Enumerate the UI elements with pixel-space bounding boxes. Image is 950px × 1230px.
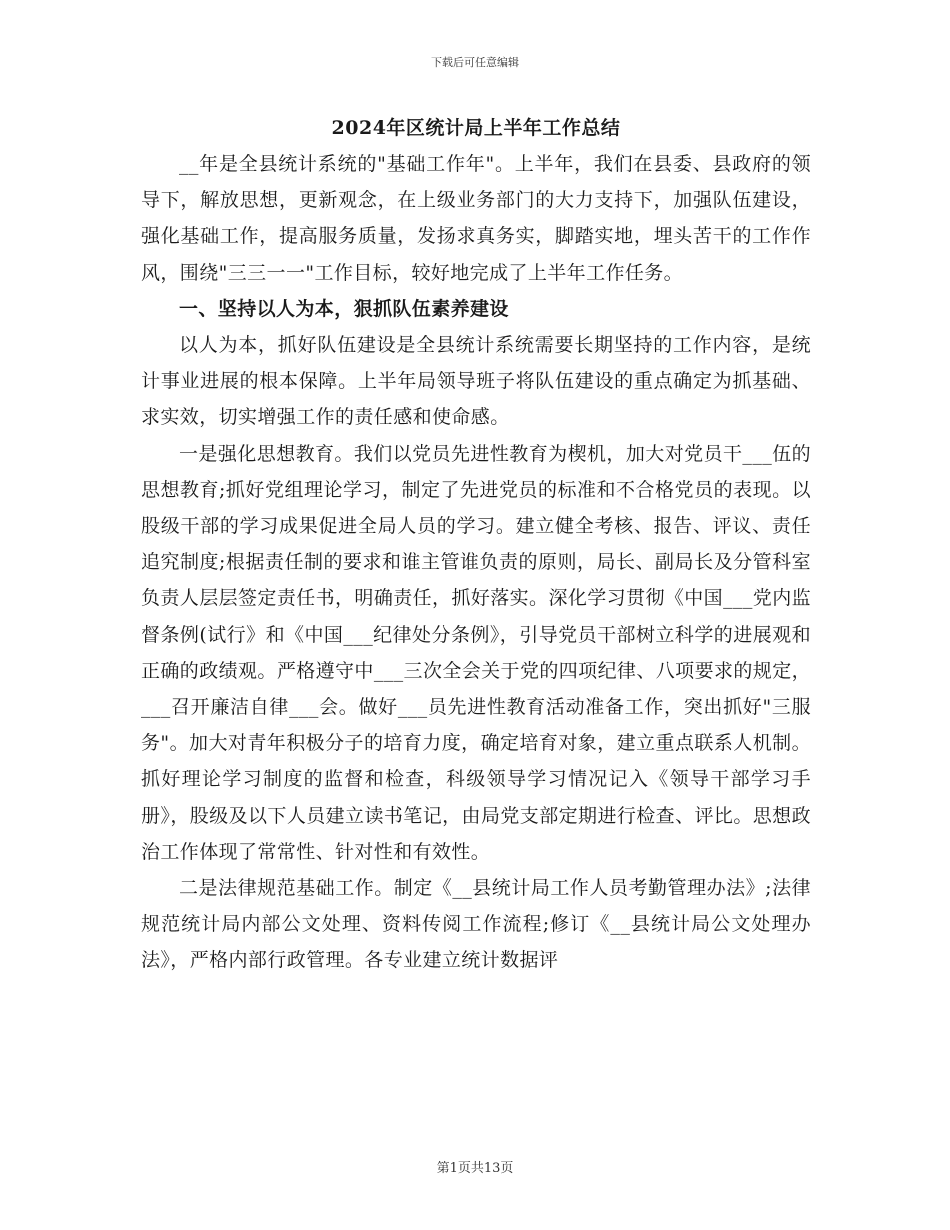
header-note: 下载后可任意编辑: [431, 56, 519, 69]
intro-paragraph: __年是全县统计系统的"基础工作年"。上半年，我们在县委、县政府的领导下，解放思想，更新观念，在上级业务部门的大力支持下，加强队伍建设，强化基础工作，提高服务质量，发扬求真务实，脚踏实地，埋头苦干的工作作风，围绕"三三一一"工作目标，较好地完成了上半年工作任务。: [141, 153, 811, 284]
document-title: 2024年区统计局上半年工作总结: [331, 117, 621, 139]
section-1-paragraph-2: 一是强化思想教育。我们以党员先进性教育为楔机，加大对党员干___伍的思想教育;抓好党组理论学习，制定了先进党员的标准和不合格党员的表现。以股级干部的学习成果促进全局人员的学习。建立健全考核、报告、评议、责任追究制度;根据责任制的要求和谁主管谁负责的原则，局长、副局长及分管科室负责人层层签定责任书，明确责任，抓好落实。深化学习贯彻《中国___党内监督条例(试行》和《中国___纪律处分条例》，引导党员干部树立科学的进展观和正确的政绩观。严格遵守中___三次全会关于党的四项纪律、八项要求的规定，___召开廉洁自律___会。做好___员先进性教育活动准备工作，突出抓好"三服务"。加大对青年积极分子的培育力度，确定培育对象，建立重点联系人机制。抓好理论学习制度的监督和检查，科级领导学习情况记入《领导干部学习手册》，股级及以下人员建立读书笔记，由局党支部定期进行检查、评比。思想政治工作体现了常常性、针对性和有效性。: [141, 442, 811, 863]
document-body: [141, 112, 811, 979]
section-1-paragraph-3: 二是法律规范基础工作。制定《__县统计局工作人员考勤管理办法》;法律规范统计局内部公文处理、资料传阅工作流程;修订《__县统计局公文处理办法》，严格内部行政管理。各专业建立统计数据评: [141, 877, 811, 972]
section-1-paragraph-1: 以人为本，抓好队伍建设是全县统计系统需要长期坚持的工作内容，是统计事业进展的根本保障。上半年局领导班子将队伍建设的重点确定为抓基础、求实效，切实增强工作的责任感和使命感。: [141, 334, 811, 429]
section-heading-1: 一、坚持以人为本，狠抓队伍素养建设: [179, 297, 509, 320]
page-number: 第1页共13页: [436, 1161, 514, 1176]
